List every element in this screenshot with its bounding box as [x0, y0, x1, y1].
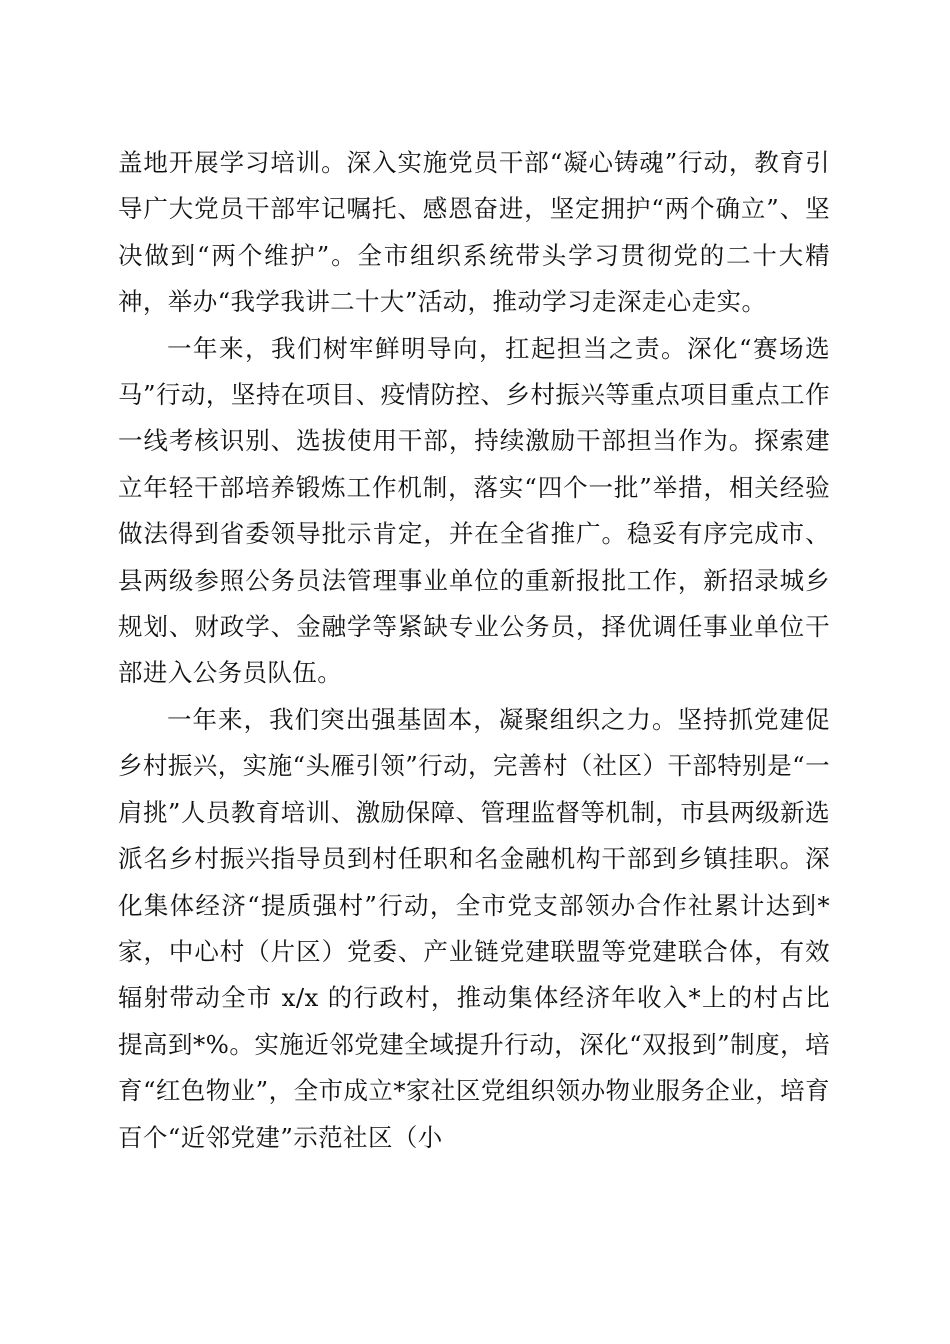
- paragraph-1: 盖地开展学习培训。深入实施党员干部“凝心铸魂”行动，教育引导广大党员干部牢记嘱托、感恩奋进，坚定拥护“两个确立”、坚决做到“两个维护”。全市组织系统带头学习贯彻党的二十大精神，举办“我学我讲二十大”活动，推动学习走深走心走实。: [118, 148, 830, 317]
- paragraph-3: 一年来，我们突出强基固本，凝聚组织之力。坚持抓党建促乡村振兴，实施“头雁引领”行动，完善村（社区）干部特别是“一肩挑”人员教育培训、激励保障、管理监督等机制，市县两级新选派名乡村振兴指导员到村任职和名金融机构干部到乡镇挂职。深化集体经济“提质强村”行动，全市党支部领办合作社累计达到*家，中心村（片区）党委、产业链党建联盟等党建联合体，有效辐射带动全市 x/x 的行政村，推动集体经济年收入*上的村占比提高到*%。实施近邻党建全域提升行动，深化“双报到”制度，培育“红色物业”，全市成立*家社区党组织领办物业服务企业，培育百个“近邻党建”示范社区（小: [118, 704, 830, 1152]
- document-body: [118, 140, 830, 1161]
- paragraph-2: 一年来，我们树牢鲜明导向，扛起担当之责。深化“赛场选马”行动，坚持在项目、疫情防控、乡村振兴等重点项目重点工作一线考核识别、选拔使用干部，持续激励干部担当作为。探索建立年轻干部培养锻炼工作机制，落实“四个一批”举措，相关经验做法得到省委领导批示肯定，并在全省推广。稳妥有序完成市、县两级参照公务员法管理事业单位的重新报批工作，新招录城乡规划、财政学、金融学等紧缺专业公务员，择优调任事业单位干部进入公务员队伍。: [118, 333, 830, 688]
